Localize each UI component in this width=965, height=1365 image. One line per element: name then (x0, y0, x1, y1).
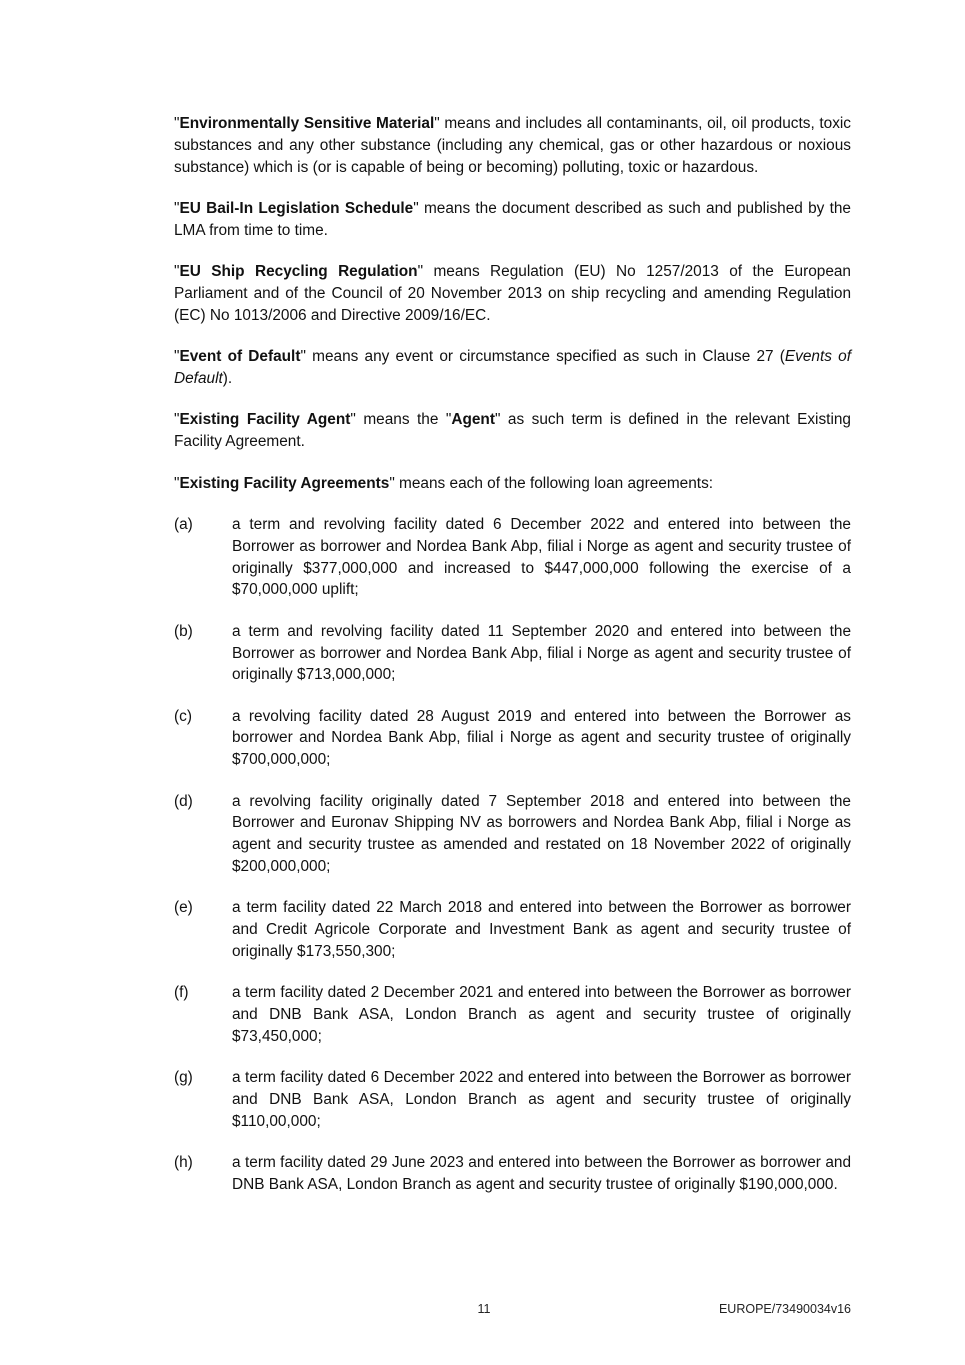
list-item-a (174, 514, 851, 601)
list-item-d (174, 791, 851, 878)
inner-defined-term: Agent (451, 411, 495, 429)
list-item-text: a term and revolving facility dated 11 September 2020 and entered into between the Borrower as borrower and Nordea Bank Abp, filial i Norge as agent and security trustee of originally $713,000,000; (232, 622, 851, 684)
defined-term: Event of Default (179, 348, 301, 366)
list-item-text: a revolving facility dated 28 August 2019 and entered into between the Borrower as borrower and Nordea Bank Abp, filial i Norge as agent and security trustee of originally $700,000,000; (232, 707, 851, 769)
definition-text-end: ). (222, 369, 233, 387)
definition-text: means and includes all contaminants, oil, oil products, toxic substances and any other substance (including any chemical, gas or other hazardous or noxious substance) which is (or is capable of being or becoming) polluting, toxic or hazardous. (174, 115, 851, 176)
page-number: 11 (477, 1302, 491, 1316)
definition-text: means each of the following loan agreements: (394, 474, 714, 492)
list-item-text: a term and revolving facility dated 6 December 2022 and entered into between the Borrower as borrower and Nordea Bank Abp, filial i Norge as agent and security trustee of originally $377,000,000 and increased to $447,000,000 following the exercise of a $70,000,000 uplift; (232, 515, 851, 599)
list-item-c (174, 706, 851, 771)
list-item-label: (h) (174, 1154, 193, 1172)
definition-existing-facility-agent: "Existing Facility Agent" means the "Agent" as such term is defined in the relevant Existing Facility Agreement. (174, 411, 851, 451)
definition-text: means Regulation (EU) No 1257/2013 of the European Parliament and of the Council of 20 November 2013 on ship recycling and amending Regulation (EC) No 1013/2006 and Directive 2009/16/EC. (174, 263, 851, 324)
list-item-g (174, 1067, 851, 1132)
list-item-label: (f) (174, 984, 189, 1002)
defined-term: EU Ship Recycling Regulation (179, 263, 418, 281)
defined-term: Existing Facility Agreements (179, 474, 390, 492)
list-item-label: (e) (174, 899, 193, 917)
list-item-text: a term facility dated 22 March 2018 and entered into between the Borrower as borrower and Credit Agricole Corporate and Investment Bank as agent and security trustee of originally $173,550,300; (232, 899, 851, 961)
list-item-text: a revolving facility originally dated 7 September 2018 and entered into between the Borrower and Euronav Shipping NV as borrowers and Nordea Bank Abp, filial i Norge as agent and security trustee as amended and restated on 18 November 2022 of originally $200,000,000; (232, 792, 851, 876)
list-item-label: (a) (174, 515, 193, 533)
list-item-label: (d) (174, 792, 193, 810)
definition-existing-facility-agreements: "Existing Facility Agreements" means each of the following loan agreements: (174, 474, 714, 492)
definition-environmentally-sensitive-material: "Environmentally Sensitive Material" means and includes all contaminants, oil, oil products, toxic substances and any other substance (including any chemical, gas or other hazardous or noxious substance) which is (or is capable of being or becoming) polluting, toxic or hazardous. (174, 115, 851, 176)
defined-term: EU Bail-In Legislation Schedule (179, 199, 414, 217)
list-item-label: (c) (174, 707, 192, 725)
defined-term: Existing Facility Agent (179, 411, 351, 429)
list-item-text: a term facility dated 6 December 2022 and entered into between the Borrower as borrower and DNB Bank ASA, London Branch as agent and security trustee of originally $110,00,000; (232, 1069, 851, 1131)
document-reference: EUROPE/73490034v16 (718, 1302, 851, 1316)
list-item-b (174, 621, 851, 686)
list-item-e (174, 897, 851, 962)
list-item-h (174, 1152, 851, 1196)
list-item-label: (b) (174, 622, 193, 640)
document-page (174, 113, 851, 1216)
list-item-text: a term facility dated 2 December 2021 and entered into between the Borrower as borrower and DNB Bank ASA, London Branch as agent and security trustee of originally $73,450,000; (232, 984, 851, 1046)
definition-text: means any event or circumstance specified as such in Clause 27 ( (305, 348, 785, 366)
definition-eu-ship-recycling-regulation: "EU Ship Recycling Regulation" means Regulation (EU) No 1257/2013 of the European Parliament and of the Council of 20 November 2013 on ship recycling and amending Regulation (EC) No 1013/2006 and Directive 2009/16/EC. (174, 263, 851, 324)
clause-reference: Events of Default (174, 348, 851, 387)
list-item-f (174, 982, 851, 1047)
definition-text-end: " as such term is defined in the relevant Existing Facility Agreement. (174, 411, 851, 451)
defined-term: Environmentally Sensitive Material (179, 115, 435, 132)
list-item-text: a term facility dated 29 June 2023 and entered into between the Borrower as borrower and DNB Bank ASA, London Branch as agent and security trustee of originally $190,000,000. (232, 1154, 851, 1194)
definition-text: means the " (355, 411, 452, 429)
definition-text: means the document described as such and published by the LMA from time to time. (174, 199, 851, 239)
definition-event-of-default: "Event of Default" means any event or circumstance specified as such in Clause 27 (Events of Default). (174, 348, 851, 387)
definition-eu-bail-in-legislation-schedule: "EU Bail-In Legislation Schedule" means the document described as such and published by the LMA from time to time. (174, 199, 851, 239)
list-item-label: (g) (174, 1069, 193, 1087)
